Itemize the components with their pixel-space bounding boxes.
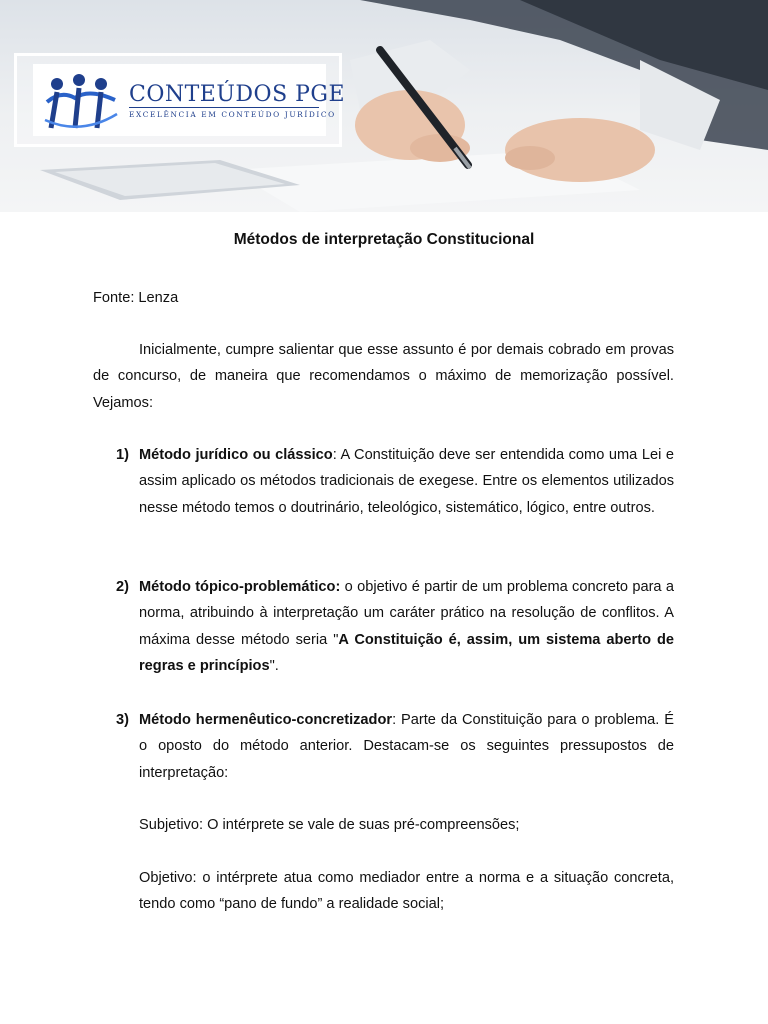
- list-number: 2): [116, 579, 129, 595]
- method-description: : A Constituição deve ser entendida como uma Lei e assim aplicado os métodos tradicionais de exegese. Entre os elementos utilizados nesse método temos o doutrinário, teleológico, sistemático, lógico, entre outros.: [139, 447, 674, 516]
- intro-paragraph: Inicialmente, cumpre salientar que esse assunto é por demais cobrado em provas de concurso, de maneira que recomendamos o máximo de memorização possível. Vejamos:: [93, 342, 674, 411]
- method-description: : Parte da Constituição para o problema. É o oposto do método anterior. Destacam-se os seguintes pressupostos de interpretação:: [139, 712, 674, 781]
- quote-close: ".: [269, 658, 279, 675]
- objective-paragraph: Objetivo: o intérprete atua como mediador entre a norma e a situação concreta, tendo como “pano de fundo” a realidade social;: [139, 870, 674, 913]
- logo-divider: [129, 107, 319, 108]
- list-number: 1): [116, 447, 129, 463]
- list-number: 3): [116, 712, 129, 728]
- list-item-body: [139, 574, 674, 680]
- header-banner: [0, 0, 768, 212]
- subjective-paragraph: Subjetivo: O intérprete se vale de suas pré-compreensões;: [139, 817, 520, 833]
- method-description: o objetivo é partir de um problema concreto para a norma, atribuindo à interpretação um caráter prático na resolução de conflitos. A máxima desse método seria ": [139, 579, 674, 648]
- method-term: Método jurídico ou clássico: [139, 447, 333, 463]
- logo-tagline: EXCELÊNCIA EM CONTEÚDO JURÍDICO: [129, 110, 336, 119]
- method-term: Método tópico-problemático:: [139, 579, 341, 595]
- logo-title: CONTEÚDOS PGE: [129, 82, 346, 107]
- list-item-body: [139, 707, 674, 786]
- list-item-method-1: [93, 442, 674, 521]
- logo: [33, 64, 346, 136]
- list-item-method-2: [93, 574, 674, 680]
- source-line: Fonte: Lenza: [93, 290, 179, 306]
- method-term: Método hermenêutico-concretizador: [139, 712, 393, 728]
- list-item-body: [139, 442, 674, 521]
- list-item-method-3: [93, 707, 674, 786]
- method-quote: A Constituição é, assim, um sistema aberto de regras e princípios: [139, 631, 674, 675]
- document-title: Métodos de interpretação Constitucional: [233, 231, 535, 248]
- people-logo-icon: [41, 70, 121, 134]
